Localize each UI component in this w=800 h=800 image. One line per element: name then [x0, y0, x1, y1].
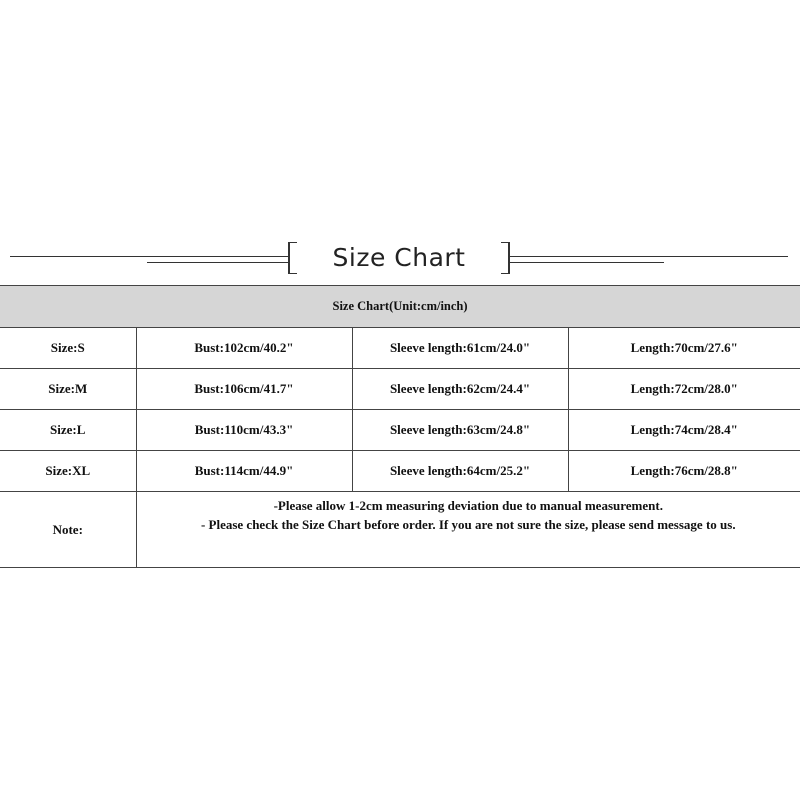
- size-cell: Size:XL: [0, 451, 136, 492]
- size-cell: Size:S: [0, 328, 136, 369]
- note-content: [136, 492, 800, 568]
- note-line: - Please check the Size Chart before order. If you are not sure the size, please send message to us.: [200, 517, 736, 532]
- bust-cell: Bust:110cm/43.3": [136, 410, 352, 451]
- title-frame: [288, 242, 510, 274]
- length-cell: Length:76cm/28.8": [568, 451, 800, 492]
- table-header-row: [0, 286, 800, 328]
- size-chart-table: [0, 285, 800, 568]
- sleeve-cell: Sleeve length:61cm/24.0": [352, 328, 568, 369]
- decorative-rule: [147, 262, 288, 263]
- title-banner: [0, 240, 800, 276]
- decorative-rule: [10, 256, 288, 257]
- length-cell: Length:72cm/28.0": [568, 369, 800, 410]
- table-header: Size Chart(Unit:cm/inch): [0, 286, 800, 328]
- note-row: [0, 492, 800, 568]
- bust-cell: Bust:106cm/41.7": [136, 369, 352, 410]
- length-cell: Length:74cm/28.4": [568, 410, 800, 451]
- bust-cell: Bust:102cm/40.2": [136, 328, 352, 369]
- sleeve-cell: Sleeve length:63cm/24.8": [352, 410, 568, 451]
- size-cell: Size:M: [0, 369, 136, 410]
- length-cell: Length:70cm/27.6": [568, 328, 800, 369]
- sleeve-cell: Sleeve length:64cm/25.2": [352, 451, 568, 492]
- size-cell: Size:L: [0, 410, 136, 451]
- decorative-rule: [510, 256, 788, 257]
- table-row: [0, 328, 800, 369]
- page-title: Size Chart: [332, 243, 466, 272]
- note-label: Note:: [0, 492, 136, 568]
- table-row: [0, 369, 800, 410]
- bust-cell: Bust:114cm/44.9": [136, 451, 352, 492]
- decorative-rule: [510, 262, 664, 263]
- table-row: [0, 451, 800, 492]
- table-row: [0, 410, 800, 451]
- note-line: -Please allow 1-2cm measuring deviation due to manual measurement.: [273, 498, 663, 513]
- sleeve-cell: Sleeve length:62cm/24.4": [352, 369, 568, 410]
